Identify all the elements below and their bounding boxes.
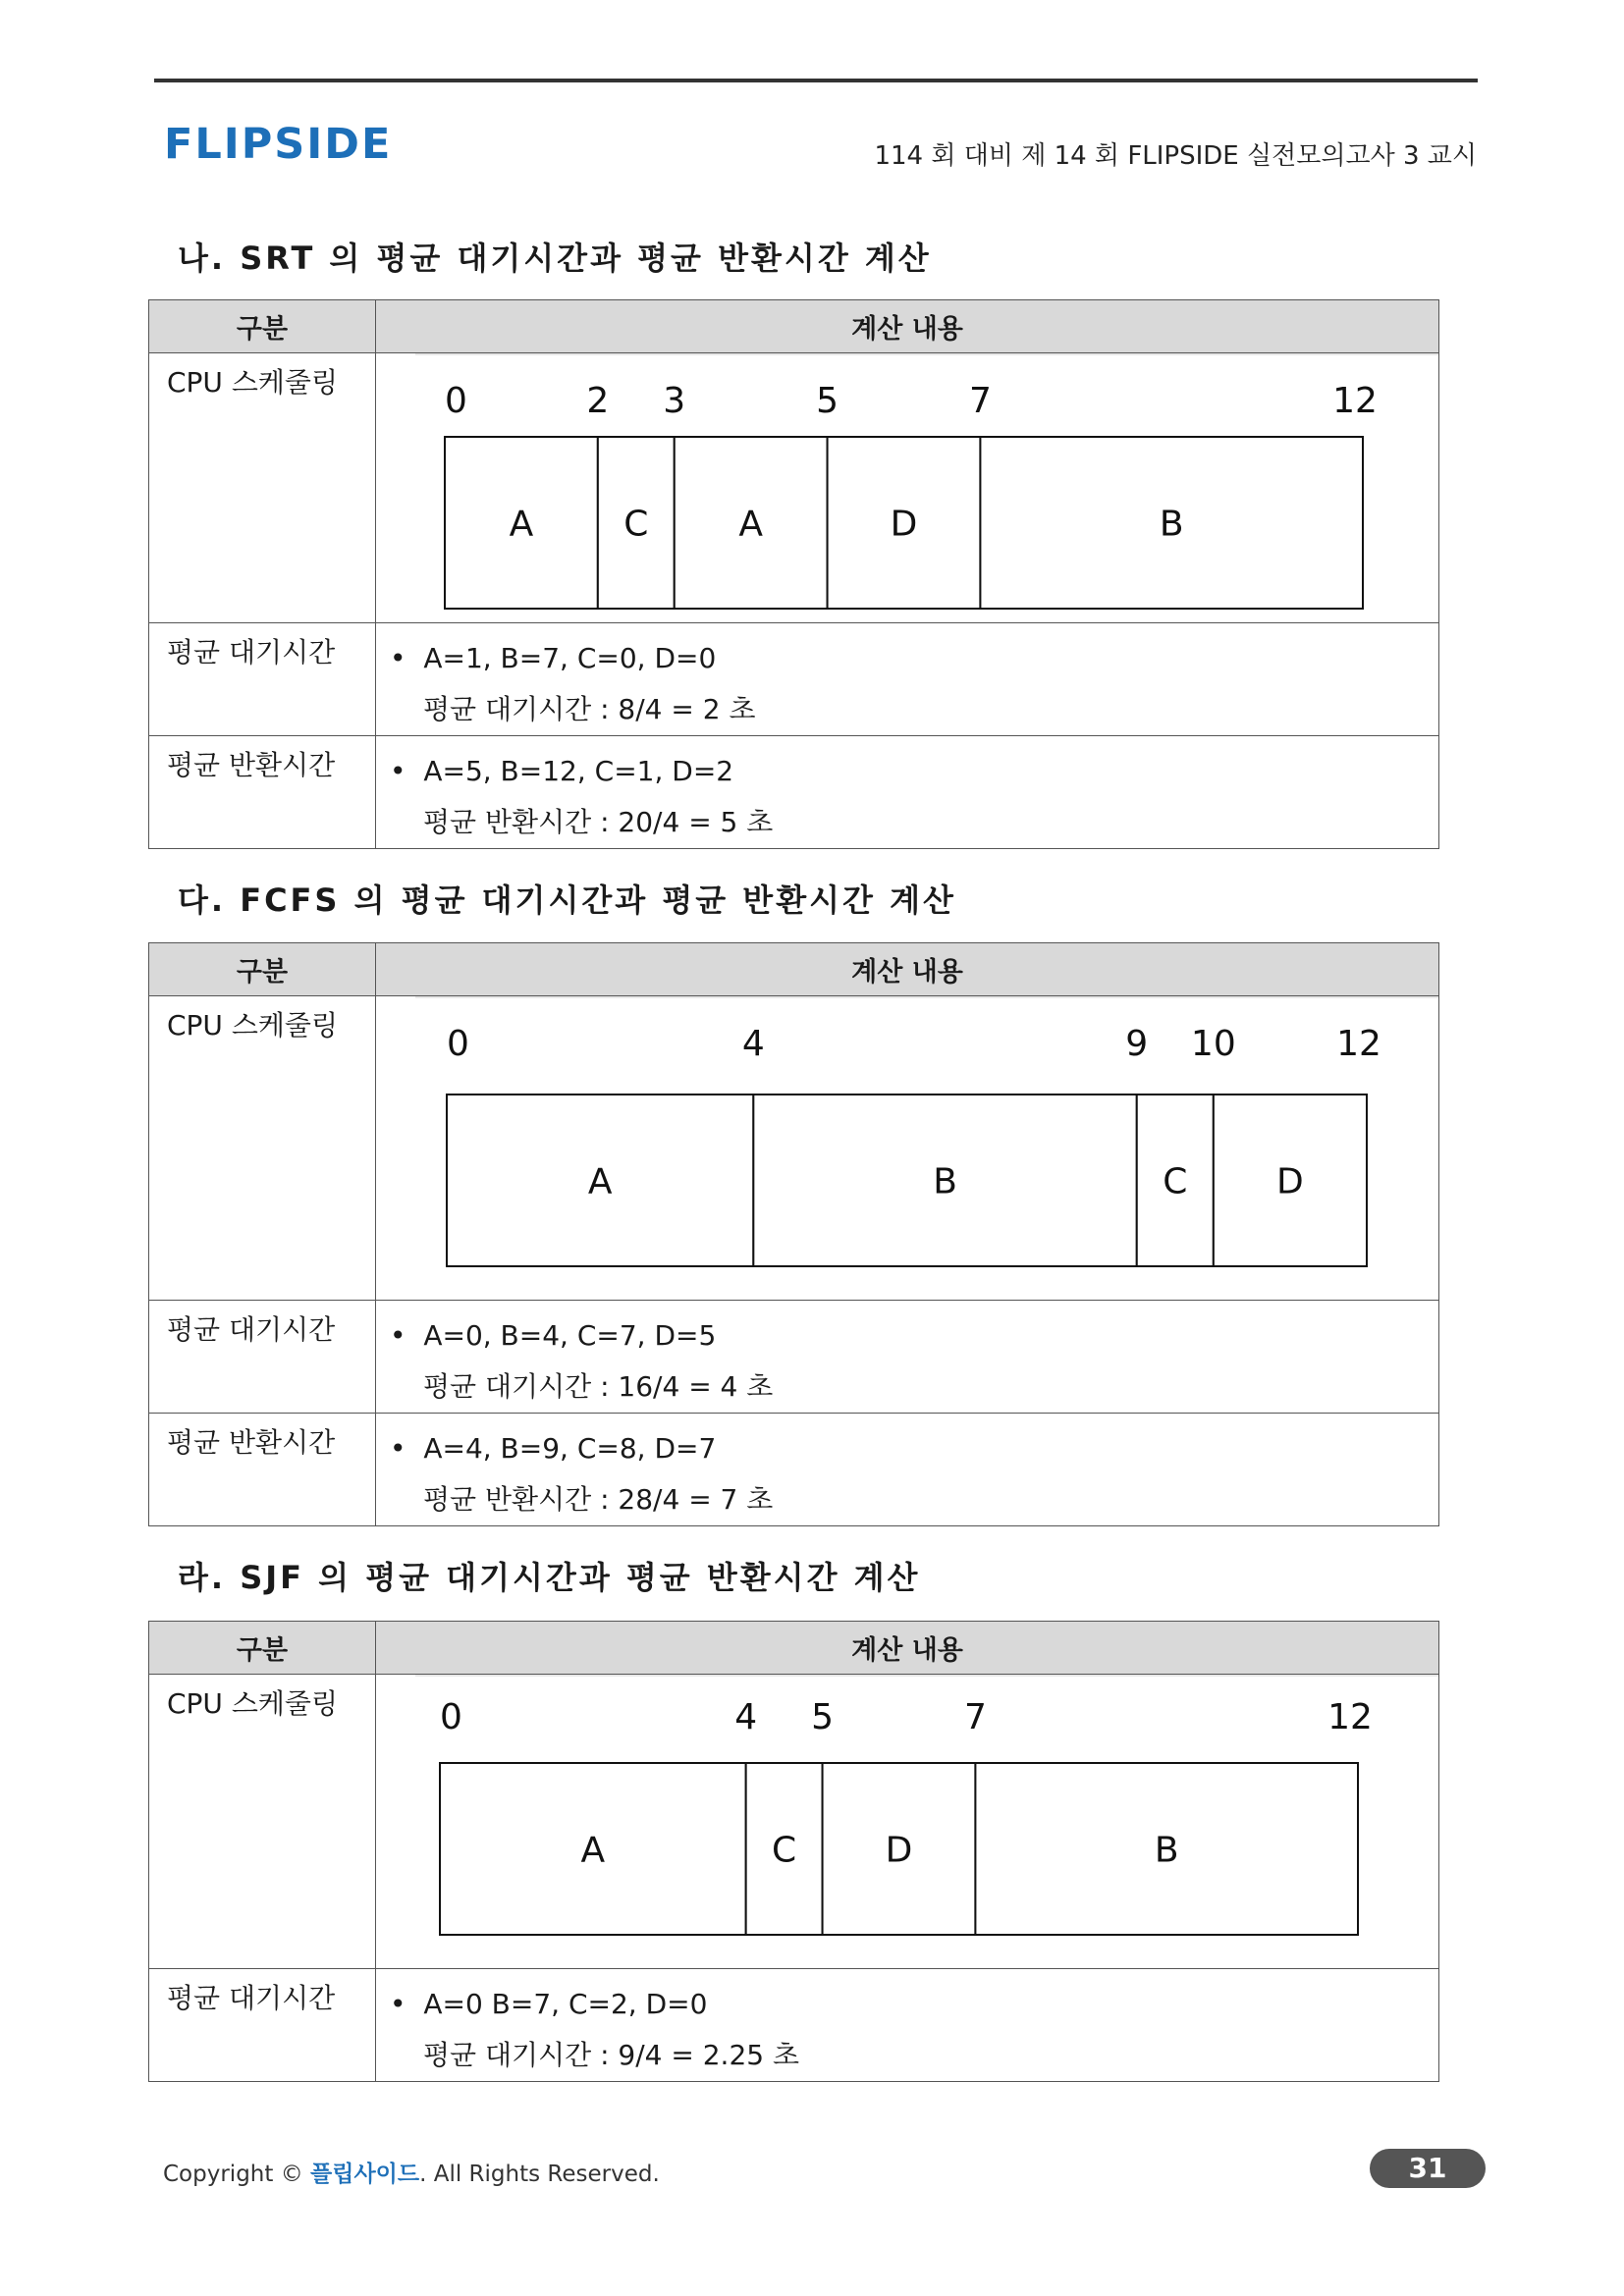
gantt-cell [376, 996, 1439, 1301]
section-title-sjf: 라. SJF 의 평균 대기시간과 평균 반환시간 계산 [178, 1559, 921, 1596]
gantt-block-label: B [1154, 1830, 1179, 1871]
gantt-time-label: 2 [586, 381, 610, 421]
schedule-label: CPU 스케줄링 [149, 353, 376, 623]
gantt-chart-fcfs [376, 996, 1438, 1297]
wait-values: • A=0 B=7, C=2, D=0 [390, 1988, 708, 2020]
gantt-block-label: D [1276, 1161, 1304, 1202]
header-content: 계산 내용 [376, 1622, 1439, 1675]
gantt-cell [376, 353, 1439, 623]
schedule-label: CPU 스케줄링 [149, 996, 376, 1301]
avg-wait-label: 평균 대기시간 [149, 623, 376, 736]
avg-wait-label: 평균 대기시간 [149, 1301, 376, 1414]
gantt-block-label: A [738, 504, 763, 545]
gantt-time-label: 5 [816, 381, 839, 421]
header-category: 구분 [149, 943, 376, 996]
header-rule [154, 79, 1478, 82]
gantt-block-label: A [580, 1830, 606, 1871]
gantt-block-label: D [885, 1830, 913, 1871]
footer-copyright: Copyright © 플립사이드. All Rights Reserved. [163, 2162, 660, 2187]
header-content: 계산 내용 [376, 943, 1439, 996]
sjf-table [148, 1621, 1439, 2082]
header-title: 114 회 대비 제 14 회 FLIPSIDE 실전모의고사 3 교시 [874, 141, 1477, 171]
avg-turnaround-content [376, 1414, 1439, 1526]
gantt-time-label: 0 [447, 1024, 469, 1064]
header-category: 구분 [149, 1622, 376, 1675]
gantt-block-label: D [890, 504, 918, 545]
gantt-block-label: C [772, 1830, 797, 1871]
gantt-time-label: 12 [1336, 1024, 1381, 1064]
page-number: 31 [1370, 2149, 1486, 2188]
wait-result: 평균 대기시간 : 16/4 = 4 초 [423, 1370, 774, 1403]
gantt-chart-srt [376, 353, 1438, 620]
gantt-time-label: 4 [741, 1024, 765, 1064]
gantt-block-label: A [509, 504, 534, 545]
avg-wait-content [376, 623, 1439, 736]
gantt-time-label: 12 [1327, 1697, 1373, 1737]
fcfs-table [148, 942, 1439, 1526]
flipside-logo: FLIPSIDE [164, 120, 393, 169]
turnaround-result: 평균 반환시간 : 20/4 = 5 초 [423, 806, 774, 838]
gantt-block-label: A [587, 1161, 613, 1202]
header-category: 구분 [149, 300, 376, 353]
header-content: 계산 내용 [376, 300, 1439, 353]
turnaround-values: • A=4, B=9, C=8, D=7 [390, 1432, 717, 1465]
gantt-time-label: 4 [734, 1697, 758, 1737]
gantt-cell [376, 1675, 1439, 1969]
gantt-chart-sjf [376, 1675, 1438, 1965]
schedule-label: CPU 스케줄링 [149, 1675, 376, 1969]
wait-result: 평균 대기시간 : 8/4 = 2 초 [423, 693, 756, 725]
gantt-time-label: 0 [445, 381, 467, 421]
avg-wait-content [376, 1969, 1439, 2082]
turnaround-result: 평균 반환시간 : 28/4 = 7 초 [423, 1483, 774, 1516]
avg-wait-content [376, 1301, 1439, 1414]
gantt-block-label: C [623, 504, 649, 545]
avg-turnaround-label: 평균 반환시간 [149, 736, 376, 849]
wait-result: 평균 대기시간 : 9/4 = 2.25 초 [423, 2039, 800, 2071]
gantt-block-label: B [1159, 504, 1184, 545]
wait-values: • A=0, B=4, C=7, D=5 [390, 1319, 717, 1352]
srt-table [148, 299, 1439, 849]
wait-values: • A=1, B=7, C=0, D=0 [390, 642, 717, 674]
avg-turnaround-label: 평균 반환시간 [149, 1414, 376, 1526]
gantt-time-label: 9 [1125, 1024, 1149, 1064]
gantt-time-label: 7 [963, 1697, 987, 1737]
section-title-fcfs: 다. FCFS 의 평균 대기시간과 평균 반환시간 계산 [178, 881, 956, 919]
turnaround-values: • A=5, B=12, C=1, D=2 [390, 755, 734, 787]
gantt-block-label: B [933, 1161, 957, 1202]
avg-turnaround-content [376, 736, 1439, 849]
gantt-time-label: 5 [811, 1697, 835, 1737]
avg-wait-label: 평균 대기시간 [149, 1969, 376, 2082]
gantt-time-label: 3 [663, 381, 686, 421]
section-title-srt: 나. SRT 의 평균 대기시간과 평균 반환시간 계산 [178, 240, 932, 277]
gantt-block-label: C [1163, 1161, 1188, 1202]
gantt-time-label: 12 [1332, 381, 1378, 421]
gantt-time-label: 7 [968, 381, 992, 421]
gantt-time-label: 0 [440, 1697, 462, 1737]
footer-brand: 플립사이드 [310, 2162, 420, 2187]
gantt-time-label: 10 [1190, 1024, 1236, 1064]
